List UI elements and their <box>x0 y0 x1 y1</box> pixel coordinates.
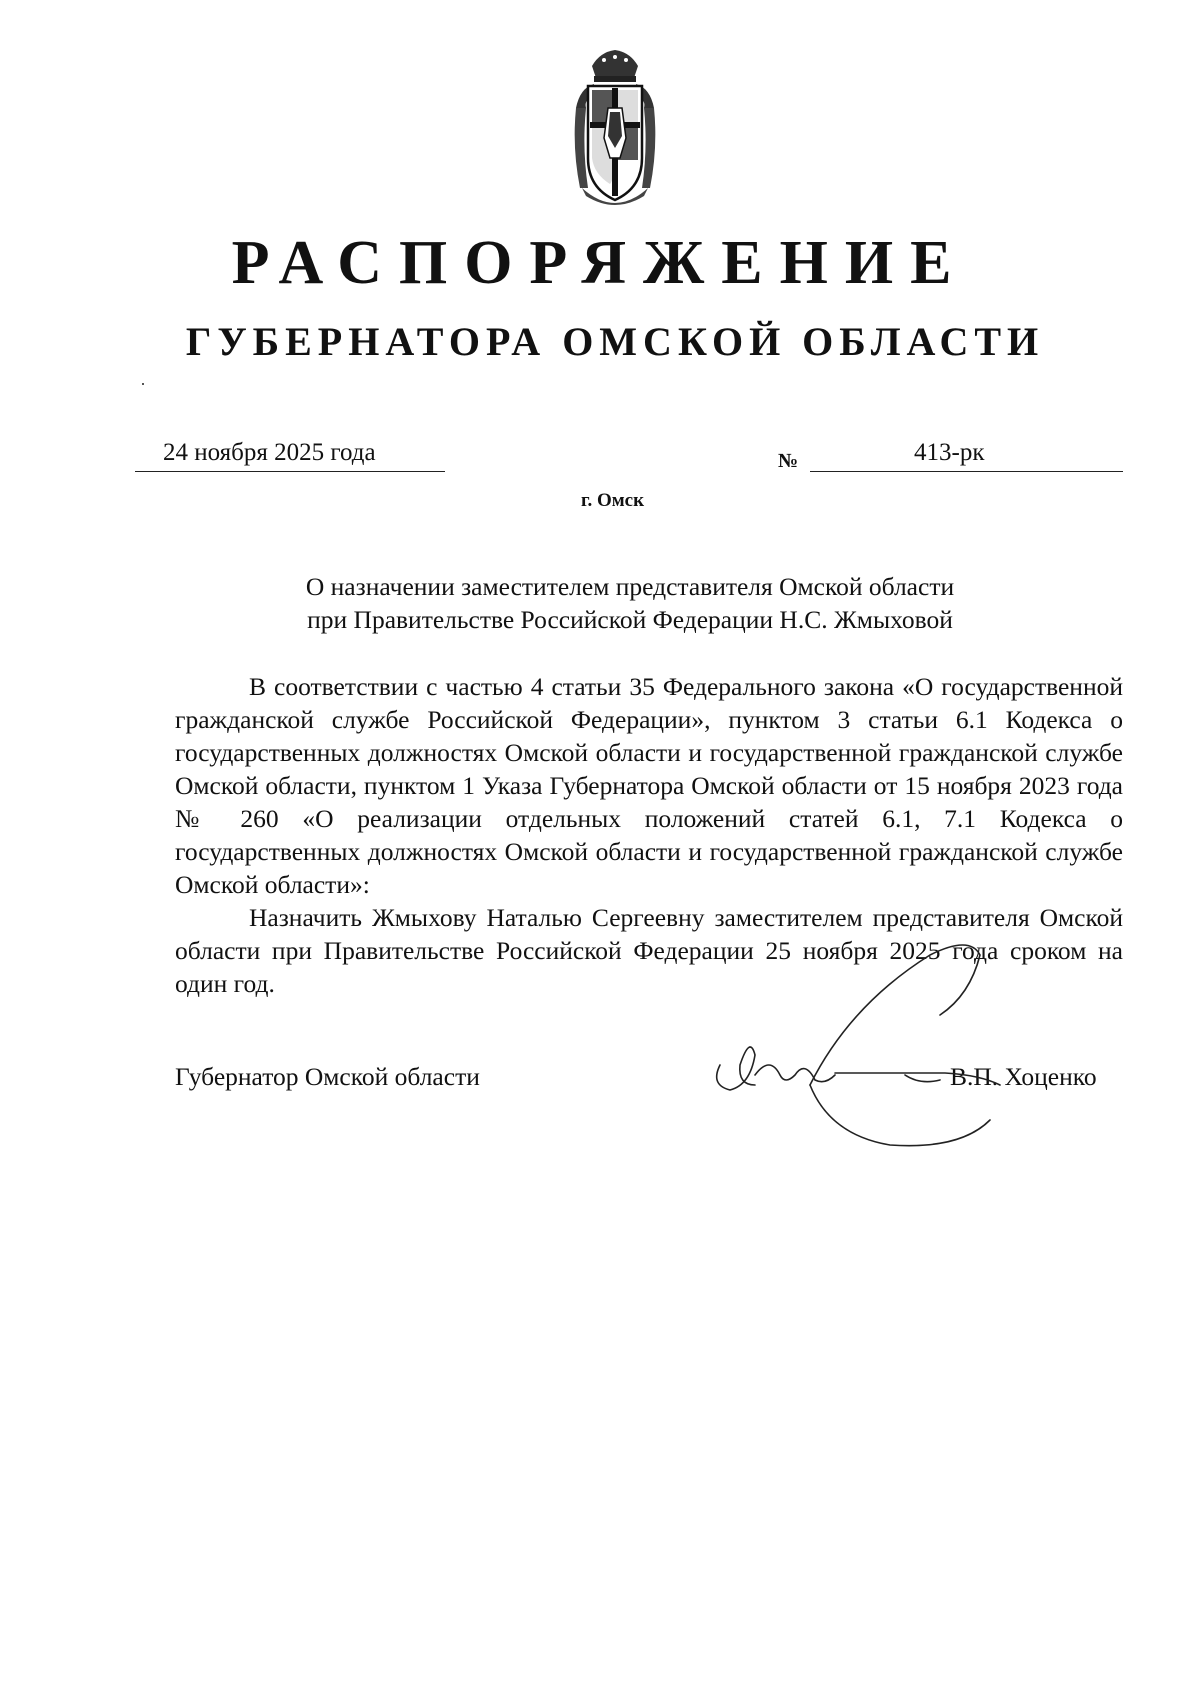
signatory-name: В.П. Хоценко <box>950 1062 1097 1091</box>
document-city: г. Омск <box>580 490 645 511</box>
body-paragraph-2: Назначить Жмыхову Наталью Сергеевну заместителем представителя Омской области при Правительстве Российской Федерации 25 ноября 2025 года сроком на один год. <box>175 903 1123 998</box>
document-date: 24 ноября 2025 года <box>163 439 376 466</box>
heading-line-2: при Правительстве Российской Федерации Н.С. Жмыховой <box>307 605 953 634</box>
coat-of-arms-icon <box>570 48 660 208</box>
body-paragraph-1: В соответствии с частью 4 статьи 35 Федерального закона «О государственной гражданской службе Российской Федерации», пунктом 3 статьи 6.1 Кодекса о государственных должностях Омской области и государственной гражданской службе Омской области, пунктом 1 Указа Губернатора Омской области от 15 ноября 2023 года № 260 «О реализации отдельных положений статей 6.1, 7.1 Кодекса о государственных должностях Омской области и государственной гражданской службе Омской области»: <box>175 672 1123 899</box>
number-sign: № <box>778 450 799 472</box>
document-subtitle: ГУБЕРНАТОРА ОМСКОЙ ОБЛАСТИ <box>185 319 1045 364</box>
document-body <box>175 670 1123 1000</box>
date-field <box>135 437 445 472</box>
heading-line-1: О назначении заместителем представителя Омской области <box>305 572 955 601</box>
document-heading <box>250 570 1010 636</box>
scan-dot <box>142 383 144 385</box>
signatory-position: Губернатор Омской области <box>175 1062 480 1091</box>
document-title: РАСПОРЯЖЕНИЕ <box>231 229 969 297</box>
document-number: 413-рк <box>914 439 985 466</box>
number-field <box>810 437 1123 472</box>
